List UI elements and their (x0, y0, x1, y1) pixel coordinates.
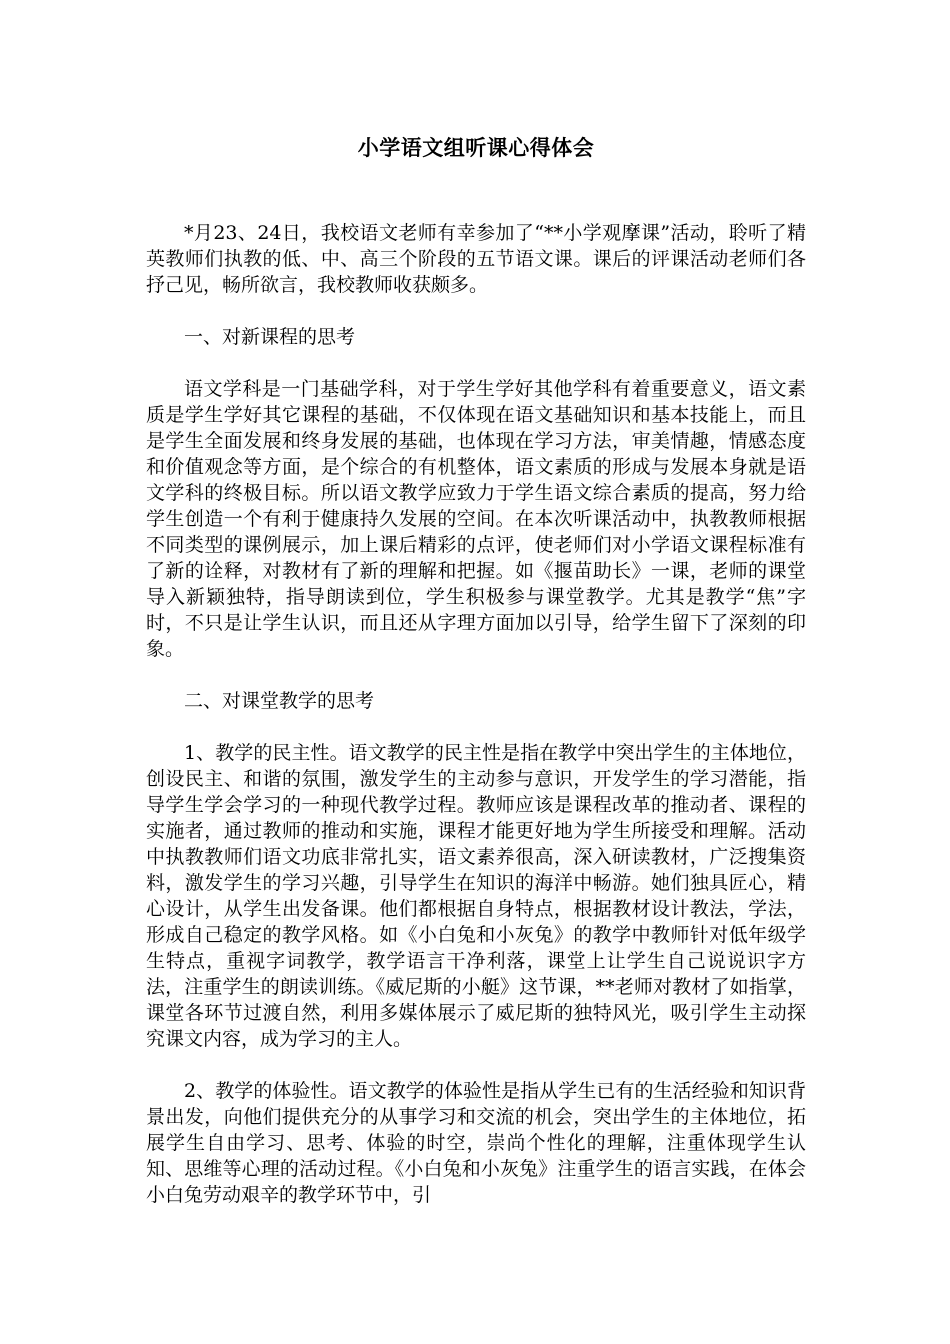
section-2-paragraph-2: 2、教学的体验性。语文教学的体验性是指从学生已有的生活经验和知识背景出发，向他们提供充分的从事学习和交流的机会，突出学生的主体地位，拓展学生自由学习、思考、体验的时空，崇尚个性化的理解，注重体现学生认知、思维等心理的活动过程。《小白兔和小灰兔》注重学生的语言实践，在体会小白兔劳动艰辛的教学环节中，引 (146, 1080, 806, 1206)
document-title: 小学语文组听课心得体会 (357, 135, 595, 160)
section-1-paragraph: 语文学科是一门基础学科，对于学生学好其他学科有着重要意义，语文素质是学生学好其它课程的基础，不仅体现在语文基础知识和基本技能上，而且是学生全面发展和终身发展的基础，也体现在学习方法，审美情趣，情感态度和价值观念等方面，是个综合的有机整体，语文素质的形成与发展本身就是语文学科的终极目标。所以语文教学应致力于学生语文综合素质的提高，努力给学生创造一个有利于健康持久发展的空间。在本次听课活动中，执教教师根据不同类型的课例展示，加上课后精彩的点评，使老师们对小学语文课程标准有了新的诠释，对教材有了新的理解和把握。如《揠苗助长》一课，老师的课堂导入新颖独特，指导朗读到位，学生积极参与课堂教学。尤其是教学“焦”字时，不只是让学生认识，而且还从字理方面加以引导，给学生留下了深刻的印象。 (146, 378, 806, 660)
section-heading-2: 二、对课堂教学的思考 (184, 690, 375, 712)
document-body (146, 220, 806, 1234)
section-heading-1: 一、对新课程的思考 (184, 326, 356, 348)
section-2-paragraph-1: 1、教学的民主性。语文教学的民主性是指在教学中突出学生的主体地位，创设民主、和谐的氛围，激发学生的主动参与意识，开发学生的学习潜能，指导学生学会学习的一种现代教学过程。教师应该是课程改革的推动者、课程的实施者，通过教师的推动和实施，课程才能更好地为学生所接受和理解。活动中执教教师们语文功底非常扎实，语文素养很高，深入研读教材，广泛搜集资料，激发学生的学习兴趣，引导学生在知识的海洋中畅游。她们独具匠心，精心设计，从学生出发备课。他们都根据自身特点，根据教材设计教法，学法，形成自己稳定的教学风格。如《小白兔和小灰兔》的教学中教师针对低年级学生特点，重视字词教学，教学语言干净利落，课堂上让学生自己说说识字方法，注重学生的朗读训练。《威尼斯的小艇》这节课，**老师对教材了如指掌，课堂各环节过渡自然，利用多媒体展示了威尼斯的独特风光，吸引学生主动探究课文内容，成为学习的主人。 (146, 742, 806, 1050)
intro-paragraph: *月23、24日，我校语文老师有幸参加了“**小学观摩课”活动，聆听了精英教师们执教的低、中、高三个阶段的五节语文课。课后的评课活动老师们各抒己见，畅所欲言，我校教师收获颇多。 (146, 222, 806, 296)
